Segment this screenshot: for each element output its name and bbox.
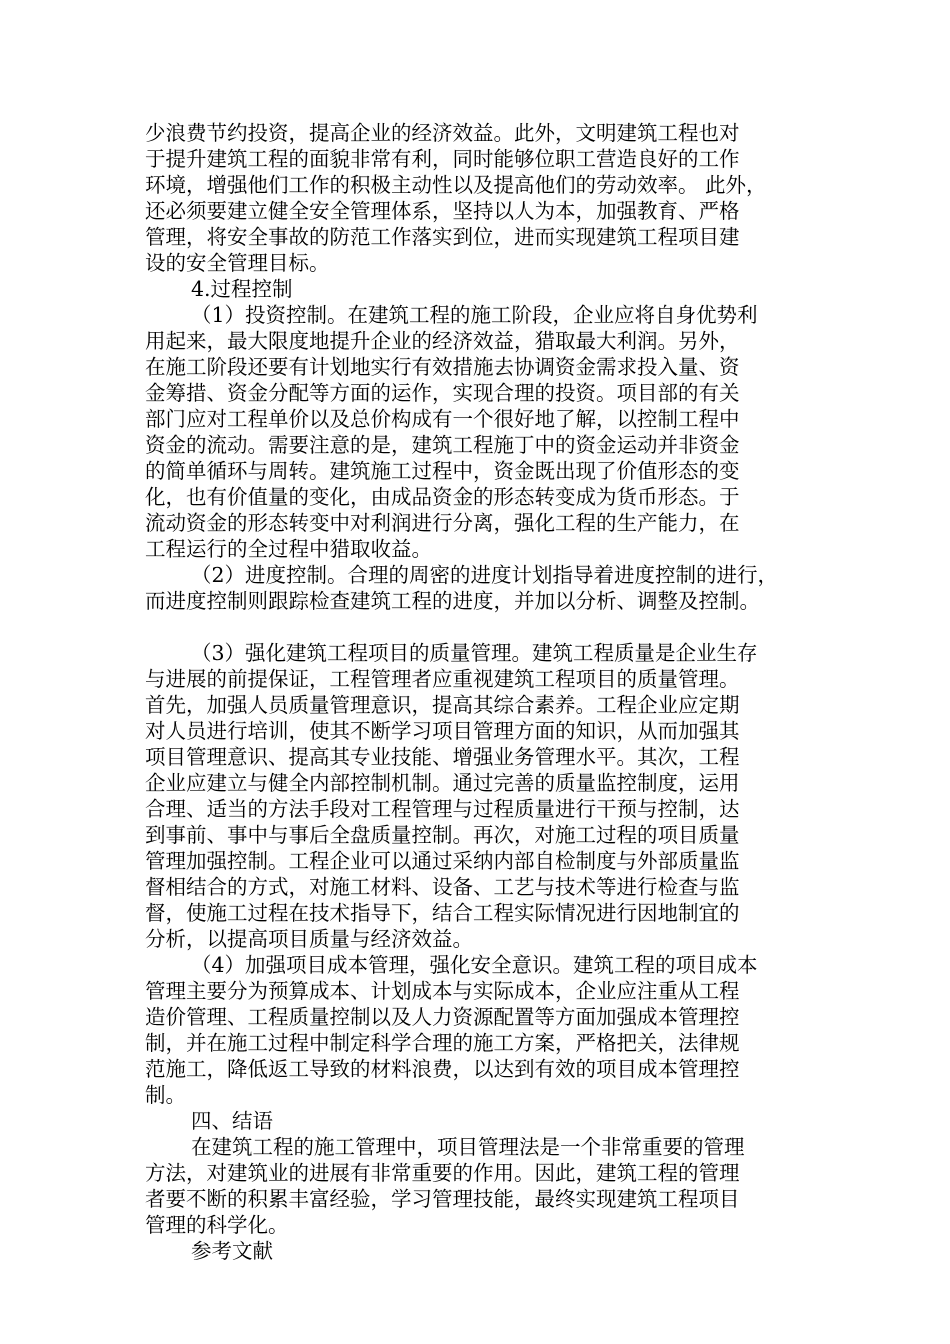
heading-text: 四、结语 — [191, 1109, 273, 1133]
text-line: 而进度控制则跟踪检查建筑工程的进度，并加以分析、调整及控制。 — [145, 589, 760, 613]
blank-line — [145, 614, 813, 640]
text-line: 还必须要建立健全安全管理体系，坚持以人为本，加强教育、严格 — [145, 199, 740, 223]
text-line: 督，使施工过程在技术指导下，结合工程实际情况进行因地制宜的 — [145, 901, 740, 925]
heading-text: 4.过程控制 — [191, 277, 293, 301]
text-line: 金筹措、资金分配等方面的运作，实现合理的投资。项目部的有关 — [145, 381, 740, 405]
paragraph-civilized-construction — [145, 120, 813, 276]
text-line: 管理的科学化。 — [145, 1213, 289, 1237]
text-line: 与进展的前提保证，工程管理者应重视建筑工程项目的质量管理。 — [145, 667, 740, 691]
text-line: 范施工，降低返工导致的材料浪费，以达到有效的项目成本管理控 — [145, 1057, 740, 1081]
text-line: 分析，以提高项目质量与经济效益。 — [145, 927, 473, 951]
text-line: （2）进度控制。合理的周密的进度计划指导着进度控制的进行， — [191, 563, 779, 587]
text-line: 管理加强控制。工程企业可以通过采纳内部自检制度与外部质量监 — [145, 849, 740, 873]
text-line: 在施工阶段还要有计划地实行有效措施去协调资金需求投入量、资 — [145, 355, 740, 379]
text-line: 到事前、事中与事后全盘质量控制。再次，对施工过程的项目质量 — [145, 823, 740, 847]
text-line: 首先，加强人员质量管理意识，提高其综合素养。工程企业应定期 — [145, 693, 740, 717]
paragraph-cost-management — [145, 952, 813, 1108]
text-line: 环境，增强他们工作的积极主动性以及提高他们的劳动效率。 此外， — [145, 173, 767, 197]
text-line: 企业应建立与健全内部控制机制。通过完善的质量监控制度，运用 — [145, 771, 740, 795]
text-line: 管理主要分为预算成本、计划成本与实际成本，企业应注重从工程 — [145, 979, 740, 1003]
text-line: （1）投资控制。在建筑工程的施工阶段，企业应将自身优势利 — [191, 303, 758, 327]
text-line: 制。 — [145, 1083, 186, 1107]
text-line: 用起来，最大限度地提升企业的经济效益，猎取最大利润。另外， — [145, 329, 740, 353]
text-line: 者要不断的积累丰富经验，学习管理技能，最终实现建筑工程项目 — [145, 1187, 740, 1211]
text-line: 少浪费节约投资，提高企业的经济效益。此外，文明建筑工程也对 — [145, 121, 740, 145]
paragraph-quality-management — [145, 640, 813, 952]
section-heading-conclusion — [145, 1108, 813, 1134]
text-line: 方法，对建筑业的进展有非常重要的作用。因此，建筑工程的管理 — [145, 1161, 740, 1185]
text-line: 合理、适当的方法手段对工程管理与过程质量进行干预与控制，达 — [145, 797, 740, 821]
text-line: 资金的流动。需要注意的是，建筑工程施丁中的资金运动并非资金 — [145, 433, 740, 457]
text-line: 项目管理意识、提高其专业技能、增强业务管理水平。其次，工程 — [145, 745, 740, 769]
document-page — [145, 120, 813, 1264]
text-line: （4）加强项目成本管理，强化安全意识。建筑工程的项目成本 — [191, 953, 758, 977]
paragraph-progress-control — [145, 562, 813, 614]
section-heading-references — [145, 1238, 813, 1264]
text-line: 在建筑工程的施工管理中，项目管理法是一个非常重要的管理 — [191, 1135, 745, 1159]
paragraph-conclusion — [145, 1134, 813, 1238]
text-line: （3）强化建筑工程项目的质量管理。建筑工程质量是企业生存 — [191, 641, 758, 665]
paragraph-investment-control — [145, 302, 813, 562]
text-line: 管理，将安全事故的防范工作落实到位，进而实现建筑工程项目建 — [145, 225, 740, 249]
text-line: 流动资金的形态转变中对利润进行分离，强化工程的生产能力，在 — [145, 511, 740, 535]
section-heading-process-control — [145, 276, 813, 302]
text-line: 部门应对工程单价以及总价构成有一个很好地了解，以控制工程中 — [145, 407, 740, 431]
text-line: 造价管理、工程质量控制以及人力资源配置等方面加强成本管理控 — [145, 1005, 740, 1029]
text-line: 于提升建筑工程的面貌非常有利，同时能够位职工营造良好的工作 — [145, 147, 740, 171]
text-line: 对人员进行培训，使其不断学习项目管理方面的知识，从而加强其 — [145, 719, 740, 743]
text-line: 制，并在施工过程中制定科学合理的施工方案，严格把关，法律规 — [145, 1031, 740, 1055]
text-line: 督相结合的方式，对施工材料、设备、工艺与技术等进行检查与监 — [145, 875, 740, 899]
text-line: 的简单循环与周转。建筑施工过程中，资金既出现了价值形态的变 — [145, 459, 740, 483]
text-line: 设的安全管理目标。 — [145, 251, 330, 275]
heading-text: 参考文献 — [191, 1239, 273, 1263]
text-line: 化，也有价值量的变化，由成品资金的形态转变成为货币形态。于 — [145, 485, 740, 509]
text-line: 工程运行的全过程中猎取收益。 — [145, 537, 432, 561]
